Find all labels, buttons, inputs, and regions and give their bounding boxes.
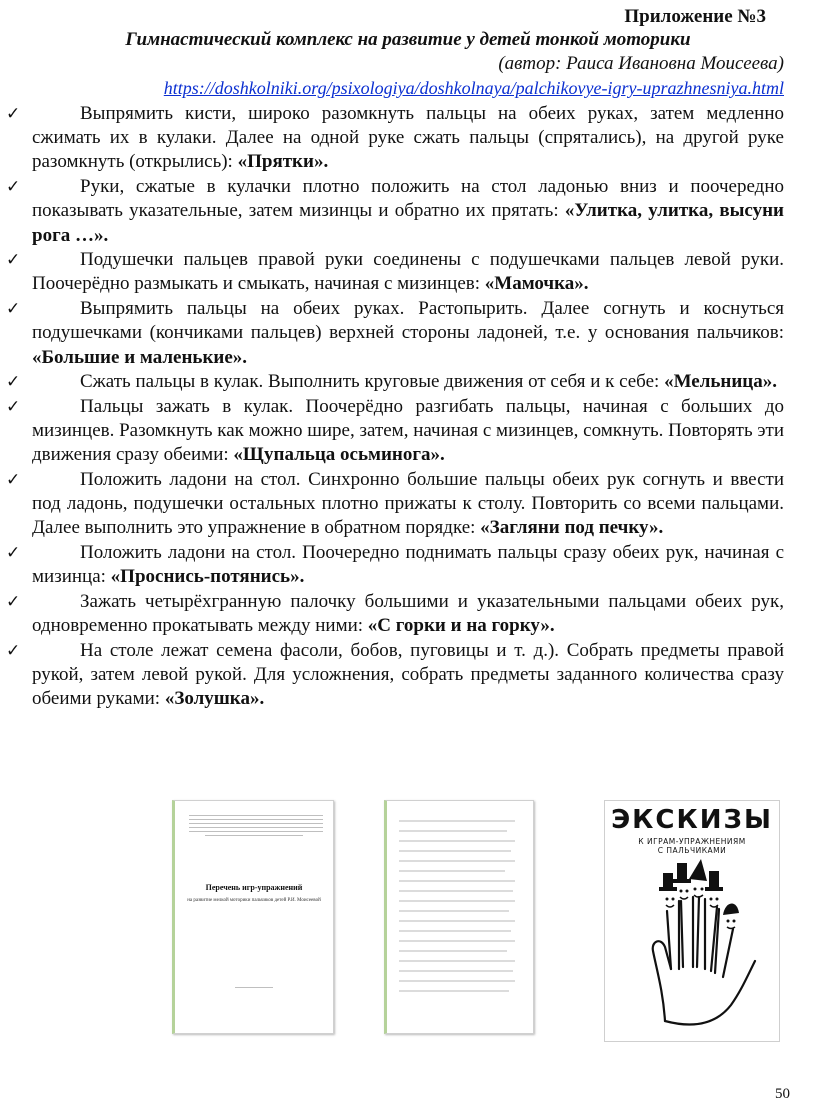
exercise-text: Сжать пальцы в кулак. Выполнить круговые движения от себя и к себе: <box>80 371 665 393</box>
exercise-list <box>6 102 784 712</box>
author-line: (автор: Раиса Ивановна Моисеева) <box>498 53 784 74</box>
exercise-text: Пальцы зажать в кулак. Поочерёдно разгибать пальцы, начиная с больших до мизинцев. Разомкнуть как можно шире, затем, начиная с мизинцев, сомкнуть. Повторять эти движения сразу обеими: <box>32 395 784 466</box>
booklet-subtitle: на развитие мелкой моторики пальчиков детей Р.И. Моисеевой <box>187 898 321 903</box>
page-number: 50 <box>775 1086 790 1102</box>
exercise-item <box>6 639 784 712</box>
exercise-item <box>6 248 784 296</box>
exercise-name: «Загляни под печку». <box>480 517 664 539</box>
checkmark-icon: ✓ <box>6 104 21 124</box>
exercise-name: «Проснись-потянись». <box>110 566 305 588</box>
booklet-title: Перечень игр-упражнений <box>205 883 303 892</box>
sketches-title: ЭКСКИЗЫ <box>611 805 773 835</box>
exercise-name: «Золушка». <box>164 688 265 710</box>
exercise-text: Подушечки пальцев правой руки соединены с подушечками пальцев левой руки. Поочерёдно размыкать и смыкать, начиная с мизинцев: <box>32 249 784 295</box>
checkmark-icon: ✓ <box>6 250 21 271</box>
exercise-text: Выпрямить пальцы на обеих руках. Растопырить. Далее согнуть и коснуться подушечками (кончиками пальцев) верхней стороны ладоней, т.е. у основания пальчиков: <box>32 298 784 344</box>
checkmark-icon: ✓ <box>6 177 21 198</box>
exercise-item <box>6 297 784 370</box>
exercise-text: На столе лежат семена фасоли, бобов, пуговицы и т. д.). Собрать предметы правой рукой, затем левой рукой. Для усложнения, собрать предметы заданного количества сразу обеими руками: <box>32 639 784 710</box>
exercise-item <box>6 541 784 589</box>
illustrations-row <box>0 800 816 1040</box>
document-title: Гимнастический комплекс на развитие у детей тонкой моторики <box>125 29 691 50</box>
exercise-text: Положить ладони на стол. Поочередно поднимать пальцы сразу обеих рук, начиная с мизинца: <box>32 542 784 588</box>
checkmark-icon: ✓ <box>6 299 21 320</box>
exercise-name: «Прятки». <box>237 151 329 173</box>
exercise-item <box>6 590 784 638</box>
exercise-item <box>6 468 784 541</box>
source-link[interactable]: https://doshkolniki.org/psixologiya/doshkolnaya/palchikovye-igry-uprazhnesniya.html <box>163 78 784 98</box>
exercise-item <box>6 102 784 175</box>
checkmark-icon: ✓ <box>6 396 21 417</box>
exercise-name: «Щупальца осьминога». <box>233 444 445 466</box>
exercise-item <box>6 175 784 248</box>
booklet-cover-image <box>172 800 334 1034</box>
appendix-label: Приложение №3 <box>624 6 766 27</box>
document-page <box>6 6 784 712</box>
exercise-item <box>6 395 784 468</box>
booklet-contents-image <box>384 800 534 1034</box>
exercise-name: «Мамочка». <box>484 273 589 295</box>
exercise-name: «С горки и на горку». <box>367 615 555 637</box>
exercise-text: Руки, сжатые в кулачки плотно положить на стол ладонью вниз и поочередно показывать указательные, затем мизинцы и обратно их прятать: <box>32 176 784 222</box>
exercise-text: Положить ладони на стол. Синхронно большие пальцы обеих рук согнуть и ввести под ладонь, подушечки остальных плотно прижаты к столу. Повторить со всеми пальцами. Далее выполнить это упражнение в обратном порядке: <box>32 469 784 539</box>
checkmark-icon: ✓ <box>6 592 21 613</box>
checkmark-icon: ✓ <box>6 372 21 393</box>
exercise-name: «Мельница». <box>664 371 777 393</box>
exercise-name: «Большие и маленькие». <box>32 346 248 368</box>
exercise-text: Выпрямить кисти, широко разомкнуть пальцы на обеих руках, затем медленно сжимать их в кулаки. Далее на одной руке сжать пальцы (спрятались), на другой руке разомкнуть (открылись): <box>32 103 784 173</box>
sketches-subtitle: К ИГРАМ-УПРАЖНЕНИЯМ С ПАЛЬЧИКАМИ <box>638 837 746 855</box>
exercise-text: Зажать четырёхгранную палочку большими и указательными пальцами обеих рук, одновременно прокатывать между ними: <box>32 591 784 637</box>
checkmark-icon: ✓ <box>6 543 21 564</box>
exercise-item <box>6 370 784 394</box>
checkmark-icon: ✓ <box>6 470 21 491</box>
exercise-name: «Улитка, улитка, высуни рога …». <box>32 200 784 246</box>
contents-lines-graphic <box>387 801 533 1033</box>
sketches-cover-image <box>604 800 780 1042</box>
checkmark-icon: ✓ <box>6 640 21 661</box>
finger-puppets-hand-icon <box>605 801 779 1041</box>
